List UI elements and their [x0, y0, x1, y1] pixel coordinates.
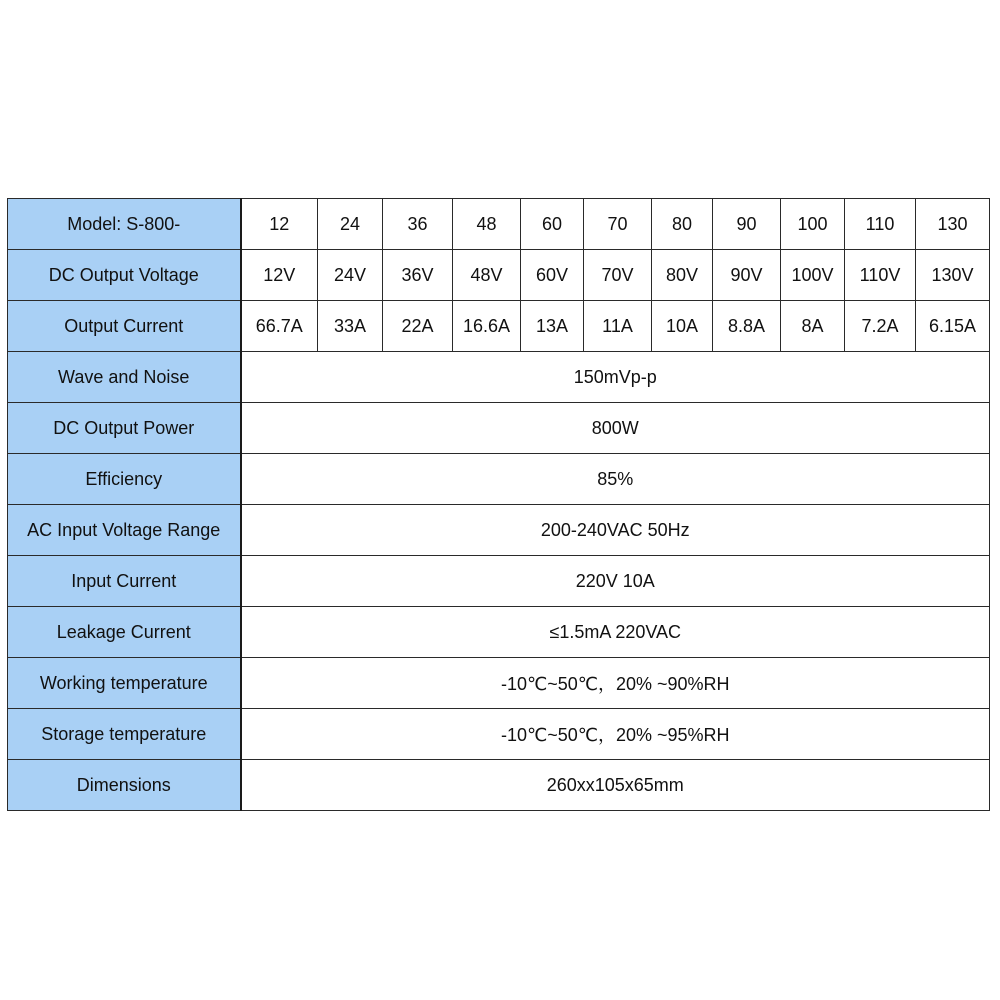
model-cell: 100	[781, 199, 845, 250]
current-cell: 8.8A	[713, 301, 781, 352]
spec-row-efficiency	[8, 454, 990, 505]
spec-label: Efficiency	[8, 454, 241, 505]
current-cell: 10A	[652, 301, 713, 352]
spec-value: 260xx105x65mm	[241, 760, 990, 811]
spec-label: Input Current	[8, 556, 241, 607]
spec-table	[7, 198, 990, 811]
current-cell: 13A	[521, 301, 584, 352]
spec-value: -10℃~50℃，20% ~90%RH	[241, 658, 990, 709]
spec-value: ≤1.5mA 220VAC	[241, 607, 990, 658]
voltage-cell: 24V	[318, 250, 383, 301]
current-cell: 7.2A	[845, 301, 916, 352]
model-cell: 80	[652, 199, 713, 250]
model-cell: 12	[241, 199, 318, 250]
spec-label: Storage temperature	[8, 709, 241, 760]
spec-label: DC Output Power	[8, 403, 241, 454]
voltage-cell: 130V	[916, 250, 990, 301]
spec-value: 150mVp-p	[241, 352, 990, 403]
spec-row-output-power	[8, 403, 990, 454]
model-cell: 70	[584, 199, 652, 250]
voltage-cell: 70V	[584, 250, 652, 301]
spec-value: -10℃~50℃，20% ~95%RH	[241, 709, 990, 760]
spec-label: Wave and Noise	[8, 352, 241, 403]
spec-value: 800W	[241, 403, 990, 454]
model-cell: 36	[383, 199, 453, 250]
voltage-cell: 48V	[453, 250, 521, 301]
voltage-cell: 110V	[845, 250, 916, 301]
spec-value: 220V 10A	[241, 556, 990, 607]
current-label: Output Current	[8, 301, 241, 352]
spec-row-wave-noise	[8, 352, 990, 403]
model-cell: 24	[318, 199, 383, 250]
voltage-cell: 60V	[521, 250, 584, 301]
voltage-cell: 36V	[383, 250, 453, 301]
current-row	[8, 301, 990, 352]
spec-label: Leakage Current	[8, 607, 241, 658]
voltage-row	[8, 250, 990, 301]
current-cell: 8A	[781, 301, 845, 352]
model-label: Model: S-800-	[8, 199, 241, 250]
voltage-cell: 12V	[241, 250, 318, 301]
model-cell: 130	[916, 199, 990, 250]
voltage-cell: 90V	[713, 250, 781, 301]
spec-row-leakage-current	[8, 607, 990, 658]
current-cell: 6.15A	[916, 301, 990, 352]
voltage-cell: 80V	[652, 250, 713, 301]
spec-label: AC Input Voltage Range	[8, 505, 241, 556]
voltage-label: DC Output Voltage	[8, 250, 241, 301]
model-cell: 48	[453, 199, 521, 250]
model-cell: 60	[521, 199, 584, 250]
spec-label: Dimensions	[8, 760, 241, 811]
model-cell: 90	[713, 199, 781, 250]
spec-value: 85%	[241, 454, 990, 505]
current-cell: 11A	[584, 301, 652, 352]
current-cell: 66.7A	[241, 301, 318, 352]
model-cell: 110	[845, 199, 916, 250]
spec-value: 200-240VAC 50Hz	[241, 505, 990, 556]
current-cell: 16.6A	[453, 301, 521, 352]
current-cell: 33A	[318, 301, 383, 352]
spec-label: Working temperature	[8, 658, 241, 709]
spec-row-storage-temp	[8, 709, 990, 760]
spec-row-input-current	[8, 556, 990, 607]
voltage-cell: 100V	[781, 250, 845, 301]
current-cell: 22A	[383, 301, 453, 352]
spec-row-dimensions	[8, 760, 990, 811]
model-row	[8, 199, 990, 250]
spec-row-working-temp	[8, 658, 990, 709]
spec-row-ac-input-range	[8, 505, 990, 556]
